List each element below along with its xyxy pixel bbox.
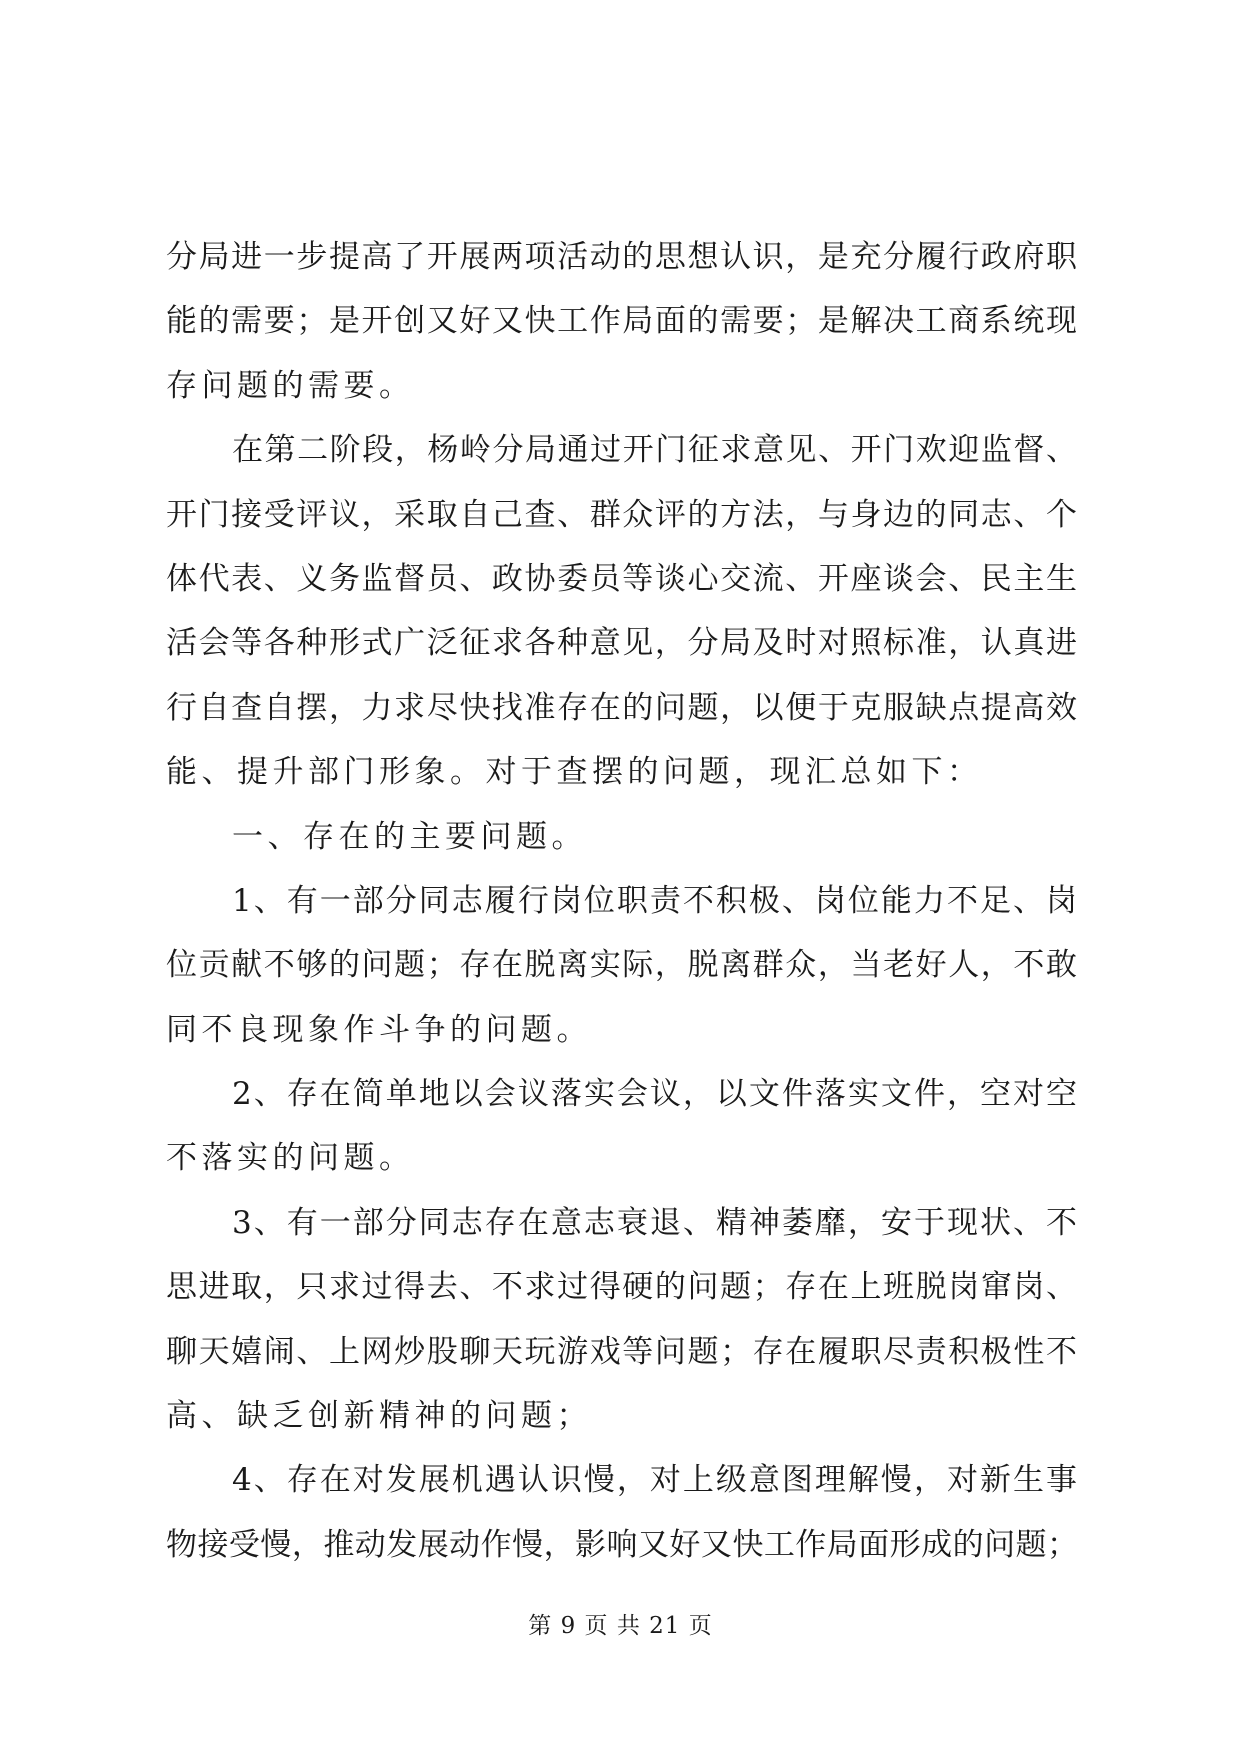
paragraph-line: 3、有一部分同志存在意志衰退、精神萎靡，安于现状、不 — [232, 1204, 1078, 1241]
paragraph-line: 分局进一步提高了开展两项活动的思想认识，是充分履行政府职 — [166, 239, 1078, 275]
paragraph-line: 活会等各种形式广泛征求各种意见，分局及时对照标准，认真进 — [166, 625, 1078, 662]
paragraph-line: 聊天嬉闹、上网炒股聊天玩游戏等问题；存在履职尽责积极性不 — [166, 1333, 1078, 1370]
page-number-footer: 第 9 页 共 21 页 — [528, 1613, 713, 1639]
paragraph-line: 不落实的问题。 — [166, 1140, 415, 1177]
paragraph-line: 能的需要；是开创又好又快工作局面的需要；是解决工商系统现 — [166, 303, 1078, 340]
paragraph-line: 在第二阶段，杨岭分局通过开门征求意见、开门欢迎监督、 — [232, 432, 1078, 469]
paragraph-line: 存问题的需要。 — [166, 367, 415, 404]
paragraph-line: 高、缺乏创新精神的问题； — [166, 1398, 592, 1435]
paragraph-line: 1、有一部分同志履行岗位职责不积极、岗位能力不足、岗 — [232, 882, 1078, 919]
paragraph-line: 同不良现象作斗争的问题。 — [166, 1011, 592, 1048]
paragraph-line: 物接受慢，推动发展动作慢，影响又好又快工作局面形成的问题； — [166, 1526, 1078, 1563]
paragraph-line: 行自查自摆，力求尽快找准存在的问题，以便于克服缺点提高效 — [166, 689, 1078, 726]
paragraph-line: 开门接受评议，采取自己查、群众评的方法，与身边的同志、个 — [166, 496, 1078, 533]
paragraph-line: 思进取，只求过得去、不求过得硬的问题；存在上班脱岗窜岗、 — [166, 1269, 1078, 1306]
paragraph-line: 位贡献不够的问题；存在脱离实际，脱离群众，当老好人，不敢 — [166, 947, 1078, 984]
body-text — [166, 225, 1078, 1577]
paragraph-line: 4、存在对发展机遇认识慢，对上级意图理解慢，对新生事 — [232, 1462, 1078, 1499]
paragraph-line: 2、存在简单地以会议落实会议，以文件落实文件，空对空 — [232, 1076, 1078, 1113]
paragraph-line: 能、提升部门形象。对于查摆的问题，现汇总如下： — [166, 754, 983, 791]
paragraph-line: 体代表、义务监督员、政协委员等谈心交流、开座谈会、民主生 — [166, 560, 1078, 597]
section-heading: 一、存在的主要问题。 — [232, 818, 587, 855]
